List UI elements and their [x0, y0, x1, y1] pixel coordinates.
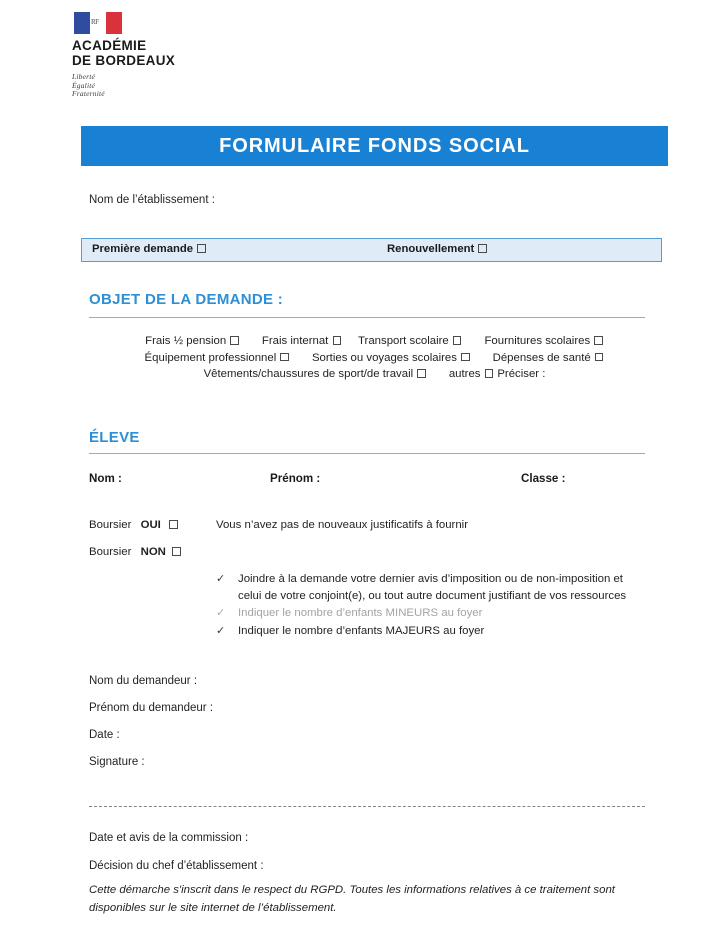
boursier-oui-note: Vous n’avez pas de nouveaux justificatifs à fournir	[216, 519, 469, 531]
checklist-item-text: Indiquer le nombre d’enfants MAJEURS au foyer	[238, 624, 485, 637]
objet-option-frais-internat[interactable]	[262, 333, 342, 350]
rgpd-notice: Cette démarche s'inscrit dans le respect du RGPD. Toutes les informations relatives à ce traitement sont disponibles sur le site internet de l’établissement.	[89, 884, 615, 914]
checklist-item-text: Indiquer le nombre d’enfants MINEURS au foyer	[238, 607, 483, 619]
objet-option-sorties-voyages-label: Sorties ou voyages scolaires	[311, 351, 457, 364]
marianne-icon: RF	[91, 18, 99, 26]
premiere-demande-label: Première demande	[92, 243, 194, 255]
objet-option-sorties-voyages[interactable]	[312, 350, 471, 367]
eleve-section-heading: ÉLEVE	[89, 429, 140, 446]
check-icon: ✓	[216, 624, 226, 637]
objet-option-depenses-sante-checkbox[interactable]	[595, 353, 604, 362]
objet-option-vetements-chaussures-checkbox[interactable]	[417, 369, 426, 378]
decision-chef-label: Décision du chef d’établissement :	[89, 860, 264, 872]
demande-type-box	[81, 238, 662, 262]
objet-option-depenses-sante[interactable]	[493, 350, 605, 367]
checklist-item	[214, 571, 634, 604]
objet-option-vetements-chaussures[interactable]	[204, 366, 427, 383]
renouvellement-label: Renouvellement	[387, 243, 475, 255]
republic-motto	[72, 73, 292, 99]
premiere-demande-option[interactable]	[92, 243, 207, 255]
motto-fraternite: Fraternité	[72, 89, 105, 99]
objet-option-fournitures-scolaires[interactable]	[484, 333, 603, 350]
academy-name-line2: DE BORDEAUX	[72, 52, 176, 68]
objet-option-equipement-professionnel[interactable]	[145, 350, 290, 367]
objet-section-rule	[89, 317, 645, 318]
renouvellement-checkbox[interactable]	[478, 244, 487, 253]
premiere-demande-checkbox[interactable]	[197, 244, 206, 253]
objet-option-frais-pension-label: Frais ½ pension	[145, 335, 227, 347]
flag-white-band	[90, 12, 106, 34]
boursier-oui-prefix-label: Boursier	[89, 519, 132, 531]
academy-name	[72, 39, 292, 68]
objet-section-heading: OBJET DE LA DEMANDE :	[89, 291, 284, 308]
section-divider	[89, 806, 645, 807]
objet-option-equipement-professionnel-label: Équipement professionnel	[144, 351, 277, 364]
objet-option-fournitures-scolaires-checkbox[interactable]	[594, 336, 603, 345]
eleve-section-rule	[89, 453, 645, 454]
objet-option-equipement-professionnel-checkbox[interactable]	[280, 353, 289, 362]
establishment-name-label: Nom de l’établissement :	[89, 194, 215, 206]
objet-option-autres-checkbox[interactable]	[485, 369, 494, 378]
objet-option-frais-pension-checkbox[interactable]	[230, 336, 239, 345]
eleve-classe-label: Classe :	[521, 472, 566, 485]
demandeur-signature-label: Signature :	[89, 756, 145, 768]
checklist-item	[214, 605, 634, 622]
academy-name-line1: ACADÉMIE	[72, 38, 147, 53]
eleve-prenom-label: Prénom :	[270, 472, 321, 485]
objet-option-autres-label: autres	[448, 368, 481, 380]
french-flag-icon	[74, 12, 122, 34]
check-icon: ✓	[216, 607, 226, 619]
boursier-non-prefix-label: Boursier	[89, 546, 132, 558]
demandeur-date-label: Date :	[89, 729, 120, 741]
eleve-nom-label: Nom :	[89, 472, 122, 485]
checklist-item	[214, 623, 634, 640]
objet-option-frais-internat-label: Frais internat	[261, 335, 329, 347]
flag-blue-band	[74, 12, 90, 34]
objet-options-row-2	[81, 350, 668, 367]
checklist-item-text: Joindre à la demande votre dernier avis d’imposition ou de non-imposition et celui de votre conjoint(e), ou tout autre document justifiant de vos ressources	[238, 573, 627, 602]
flag-red-band	[106, 12, 122, 34]
commission-date-label: Date et avis de la commission :	[89, 832, 249, 844]
boursier-oui-label: OUI	[140, 519, 161, 531]
objet-option-transport-scolaire[interactable]	[358, 333, 462, 350]
objet-option-vetements-chaussures-label: Vêtements/chaussures de sport/de travail	[203, 368, 414, 380]
objet-options-row-1	[81, 333, 668, 350]
boursier-non-checkbox[interactable]	[172, 547, 181, 556]
motto-egalite: Égalité	[72, 80, 96, 90]
objet-options-row-3	[81, 366, 668, 383]
demandeur-prenom-label: Prénom du demandeur :	[89, 702, 214, 714]
form-title: FORMULAIRE FONDS SOCIAL	[219, 134, 530, 157]
objet-option-transport-scolaire-checkbox[interactable]	[453, 336, 462, 345]
demandeur-nom-label: Nom du demandeur :	[89, 675, 198, 687]
objet-option-frais-internat-checkbox[interactable]	[333, 336, 342, 345]
motto-liberte: Liberté	[72, 72, 96, 81]
academy-logo-block	[72, 12, 292, 99]
objet-option-depenses-sante-label: Dépenses de santé	[492, 351, 591, 364]
form-title-banner	[81, 126, 668, 166]
boursier-oui-row[interactable]	[89, 519, 179, 531]
objet-options	[81, 333, 668, 383]
boursier-oui-checkbox[interactable]	[169, 520, 178, 529]
objet-option-transport-scolaire-label: Transport scolaire	[358, 335, 449, 347]
objet-option-fournitures-scolaires-label: Fournitures scolaires	[484, 335, 591, 347]
boursier-non-label: NON	[140, 546, 166, 558]
renouvellement-option[interactable]	[387, 243, 488, 255]
boursier-non-row[interactable]	[89, 546, 182, 558]
objet-option-preciser-label: Préciser :	[497, 368, 546, 380]
objet-option-frais-pension[interactable]	[145, 333, 240, 350]
objet-option-sorties-voyages-checkbox[interactable]	[461, 353, 470, 362]
boursier-non-checklist	[214, 571, 634, 640]
check-icon: ✓	[216, 573, 226, 585]
objet-option-autres[interactable]	[449, 366, 546, 383]
